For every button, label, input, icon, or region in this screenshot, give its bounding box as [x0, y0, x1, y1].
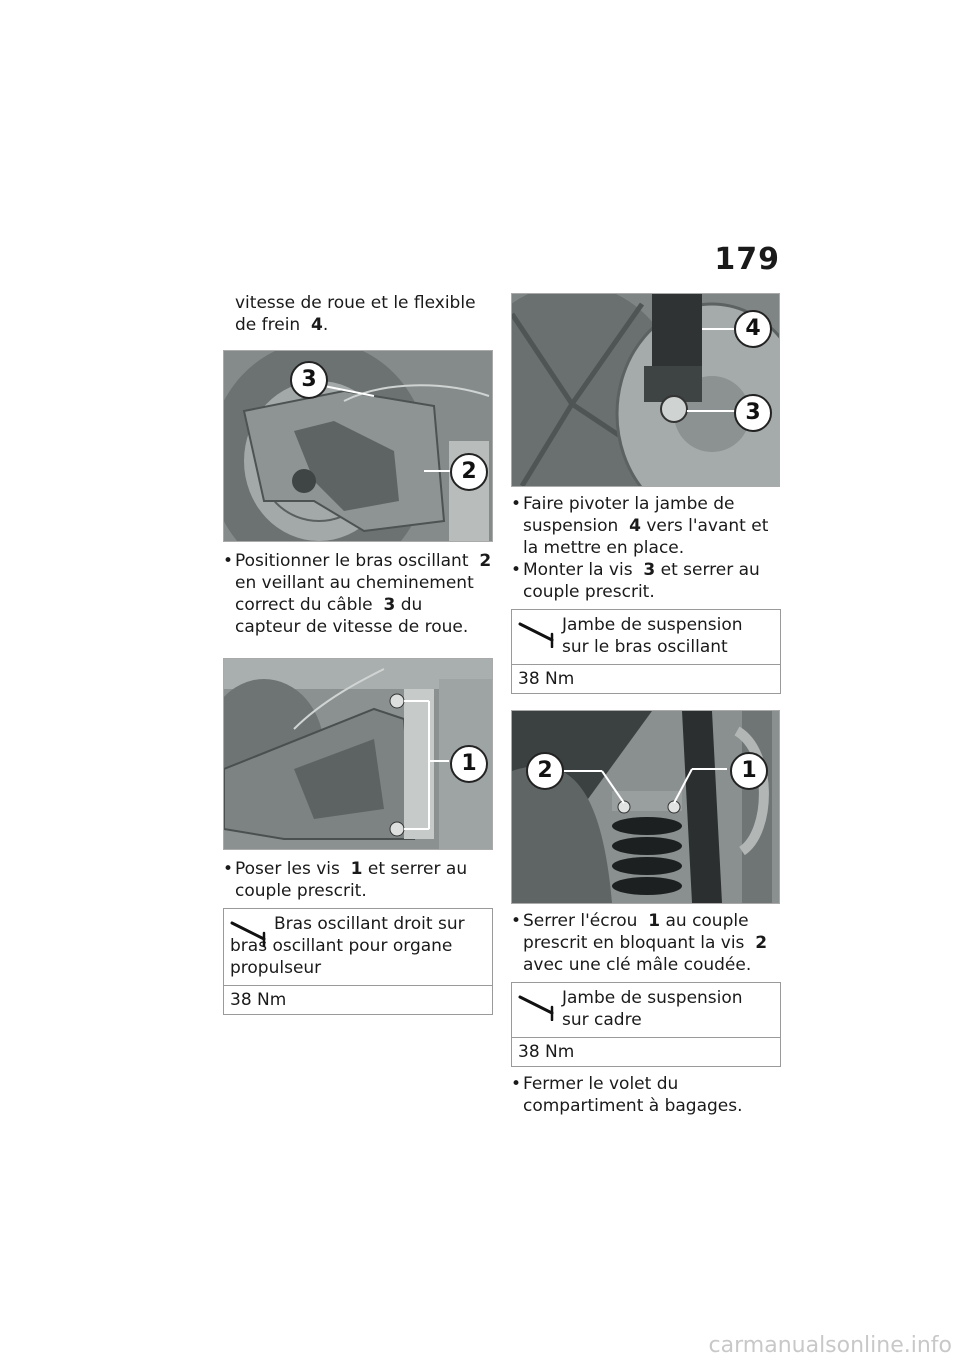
callout-4: 4	[734, 310, 772, 348]
torque-spec-value: 38 Nm	[518, 1042, 575, 1062]
torque-spec-label: Jambe de suspension sur cadre	[562, 988, 743, 1030]
photo-strut-frame	[511, 710, 780, 904]
intro-paragraph: vitesse de roue et le flexible de frein 4.	[235, 293, 476, 335]
step-fit-screws: • Poser les vis 1 et serrer au couple prescrit.	[223, 858, 493, 902]
watermark: carmanualsonline.info	[708, 1333, 952, 1358]
torque-spec-strut-frame	[511, 982, 781, 1067]
torque-spec-value: 38 Nm	[230, 990, 287, 1010]
torque-spec-label-row	[224, 909, 492, 986]
ref-number: 4	[311, 315, 323, 335]
step-position-swing-arm: • Positionner le bras oscillant 2 en veillant au cheminement correct du câble 3 du capteur de vitesse de roue.	[223, 550, 493, 638]
callout-2: 2	[450, 453, 488, 491]
torque-spec-strut-arm	[511, 609, 781, 694]
torque-wrench-icon	[518, 993, 558, 1021]
right-column	[511, 293, 781, 1117]
step-pivot-strut: • Faire pivoter la jambe de suspension 4 vers l'avant et la mettre en place.	[511, 493, 781, 559]
photo-swing-arm-sensor	[223, 350, 493, 542]
torque-spec-label-row	[512, 983, 780, 1038]
step-tighten-nut: • Serrer l'écrou 1 au couple prescrit en bloquant la vis 2 avec une clé mâle coudée.	[511, 910, 781, 976]
step-fit-screw: • Monter la vis 3 et serrer au couple prescrit.	[511, 559, 781, 603]
torque-spec-value: 38 Nm	[518, 669, 575, 689]
torque-spec-label: Bras oscillant droit sur bras oscillant pour organe propulseur	[230, 914, 465, 978]
callout-3: 3	[734, 394, 772, 432]
left-column	[223, 292, 493, 1015]
swing-arm-illustration	[224, 351, 492, 541]
photo-suspension-strut	[511, 293, 780, 487]
torque-wrench-icon	[230, 919, 270, 947]
callout-2: 2	[526, 752, 564, 790]
callout-1: 1	[450, 745, 488, 783]
torque-wrench-icon	[518, 620, 558, 648]
torque-spec-label-row	[512, 610, 780, 665]
callout-1: 1	[730, 752, 768, 790]
photo-swing-arm-screws	[223, 658, 493, 850]
callout-3: 3	[290, 361, 328, 399]
step-close-luggage-flap: • Fermer le volet du compartiment à bagages.	[511, 1073, 781, 1117]
torque-spec-label: Jambe de suspension sur le bras oscillant	[562, 615, 743, 657]
torque-spec-swing-arm	[223, 908, 493, 1015]
strut-frame-illustration	[512, 711, 779, 903]
page-number: 179	[714, 242, 780, 277]
